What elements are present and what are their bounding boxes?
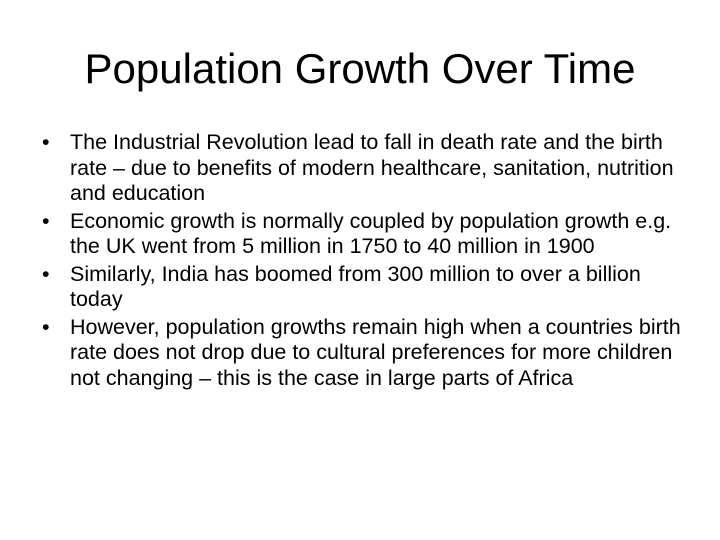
bullet-text: The Industrial Revolution lead to fall in death rate and the birth rate – due to benefits of modern healthcare, sanitation, nutrition and education <box>70 130 674 205</box>
bullet-icon: • <box>42 261 50 286</box>
bullet-item <box>36 130 696 207</box>
bullet-icon: • <box>42 208 50 233</box>
bullet-text: However, population growths remain high when a countries birth rate does not drop due to cultural preferences for more children not changing – this is the case in large parts of Africa <box>70 314 681 390</box>
bullet-text: Economic growth is normally coupled by population growth e.g. the UK went from 5 million in 1750 to 40 million in 1900 <box>70 208 672 258</box>
bullet-list <box>36 130 696 393</box>
bullet-item <box>36 315 696 392</box>
bullet-icon: • <box>42 314 50 339</box>
slide-title: Population Growth Over Time <box>84 45 636 92</box>
bullet-text: Similarly, India has boomed from 300 million to over a billion today <box>70 261 641 311</box>
bullet-item <box>36 262 696 313</box>
bullet-icon: • <box>42 130 50 154</box>
bullet-item <box>36 209 696 260</box>
